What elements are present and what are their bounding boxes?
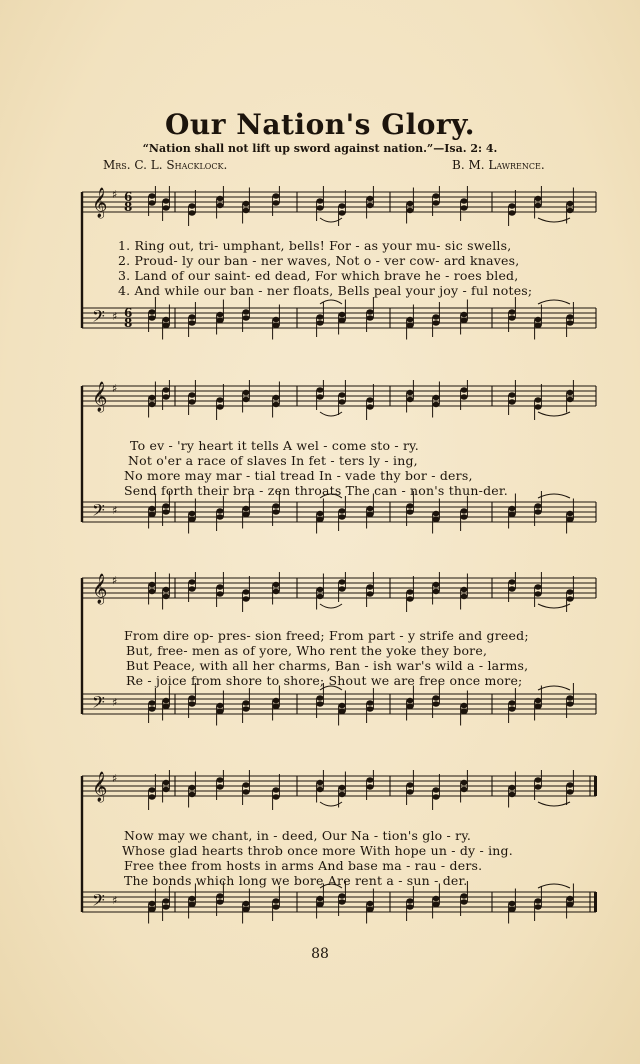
note-head [162, 898, 169, 903]
note-head [216, 709, 223, 714]
note-head [460, 312, 467, 317]
note-head [460, 703, 467, 708]
note-head [534, 196, 541, 201]
note-head [366, 901, 373, 906]
note-head [432, 200, 439, 205]
note-head [316, 594, 323, 599]
note-head [316, 320, 323, 325]
note-head [338, 210, 345, 215]
note-head [508, 399, 515, 404]
note-head [216, 899, 223, 904]
note-head [272, 698, 279, 703]
note-head [242, 397, 249, 402]
lyric-line: To ev - 'ry heart it tells A wel - come sto - ry. [130, 438, 419, 453]
composer-credit: B. M. Lawrence. [452, 158, 545, 172]
note-head [366, 506, 373, 511]
note-head [366, 512, 373, 517]
note-head [366, 203, 373, 208]
note-head [338, 792, 345, 797]
note-head [406, 509, 413, 514]
note-head [316, 587, 323, 592]
lyric-line: 3. Land of our saint- ed dead, For which brave he - roes bled, [118, 268, 519, 283]
note-head [162, 594, 169, 599]
note-head [188, 579, 195, 584]
note-head [366, 777, 373, 782]
note-head [566, 390, 573, 395]
note-head [460, 508, 467, 513]
note-head [148, 706, 155, 711]
note-head [534, 898, 541, 903]
note-head [272, 193, 279, 198]
note-head [460, 514, 467, 519]
note-head [162, 904, 169, 909]
note-head [338, 508, 345, 513]
note-head [534, 904, 541, 909]
note-head [534, 584, 541, 589]
time-signature-digit: 8 [124, 200, 133, 214]
note-head [316, 394, 323, 399]
note-head [216, 784, 223, 789]
note-head [242, 596, 249, 601]
note-head [148, 794, 155, 799]
note-head [162, 205, 169, 210]
note-head [338, 893, 345, 898]
note-head [460, 205, 467, 210]
note-head [162, 509, 169, 514]
note-head [338, 579, 345, 584]
note-head [188, 320, 195, 325]
note-head [406, 323, 413, 328]
page-number: 88 [311, 946, 329, 962]
note-head [566, 902, 573, 907]
note-head [242, 309, 249, 314]
note-head [432, 582, 439, 587]
note-head [148, 402, 155, 407]
note-head [460, 587, 467, 592]
note-head [508, 579, 515, 584]
note-head [432, 589, 439, 594]
slur [538, 686, 570, 690]
lyric-line: Re - joice from shore to shore; Shout we are free once more; [126, 673, 523, 688]
music-system-4 [80, 770, 600, 940]
note-head [432, 320, 439, 325]
sharp-icon: ♯ [112, 696, 118, 709]
note-head [508, 907, 515, 912]
lyric-line: From dire op- pres- sion freed; From part - y strife and greed; [124, 628, 529, 643]
note-head [366, 700, 373, 705]
note-head [460, 787, 467, 792]
sharp-icon: ♯ [112, 188, 118, 201]
note-head [338, 318, 345, 323]
music-system-1 [80, 186, 600, 356]
note-head [566, 314, 573, 319]
note-head [242, 315, 249, 320]
sharp-icon: ♯ [112, 574, 118, 587]
note-head [316, 511, 323, 516]
note-head [534, 704, 541, 709]
note-head [508, 392, 515, 397]
note-head [406, 397, 413, 402]
lyric-line: No more may mar - tial tread In - vade thy bor - ders, [124, 468, 473, 483]
note-head [366, 706, 373, 711]
note-head [148, 787, 155, 792]
note-head [162, 317, 169, 322]
note-head [338, 203, 345, 208]
note-head [162, 787, 169, 792]
note-head [432, 193, 439, 198]
note-head [508, 210, 515, 215]
note-head [148, 395, 155, 400]
note-head [188, 517, 195, 522]
note-head [366, 584, 373, 589]
note-head [406, 201, 413, 206]
note-head [188, 399, 195, 404]
note-head [216, 514, 223, 519]
note-head [566, 896, 573, 901]
note-head [338, 392, 345, 397]
note-head [366, 907, 373, 912]
note-head [508, 706, 515, 711]
note-head [216, 318, 223, 323]
note-head [406, 704, 413, 709]
note-head [432, 896, 439, 901]
note-head [460, 387, 467, 392]
note-head [216, 703, 223, 708]
slur [538, 494, 570, 498]
sharp-icon: ♯ [112, 504, 118, 517]
lyric-line: Free thee from hosts in arms And base ma - rau - ders. [124, 858, 483, 873]
note-head [432, 787, 439, 792]
note-head [188, 586, 195, 591]
lyricist-credit: Mrs. C. L. Shacklock. [103, 158, 228, 172]
music-system-2 [80, 380, 600, 550]
note-head [460, 780, 467, 785]
treble-clef-icon: 𝄞 [92, 188, 108, 218]
note-head [316, 517, 323, 522]
lyric-line: But Peace, with all her charms, Ban - ish war's wild a - larms, [126, 658, 529, 673]
note-head [148, 582, 155, 587]
note-head [366, 315, 373, 320]
note-head [188, 695, 195, 700]
note-head [272, 704, 279, 709]
note-head [432, 314, 439, 319]
note-head [216, 196, 223, 201]
note-head [460, 709, 467, 714]
note-head [566, 517, 573, 522]
note-head [508, 512, 515, 517]
note-head [406, 589, 413, 594]
note-head [148, 700, 155, 705]
note-head [162, 780, 169, 785]
scripture-epigraph: “Nation shall not lift up sword against nation.”—Isa. 2: 4. [142, 142, 498, 155]
lyric-line: Not o'er a race of slaves In fet - ters ly - ing, [128, 453, 418, 468]
note-head [534, 784, 541, 789]
note-head [338, 586, 345, 591]
note-head [242, 700, 249, 705]
note-head [188, 210, 195, 215]
note-head [460, 394, 467, 399]
note-head [366, 404, 373, 409]
note-head [216, 508, 223, 513]
note-head [188, 792, 195, 797]
note-head [534, 203, 541, 208]
note-head [432, 511, 439, 516]
note-head [534, 397, 541, 402]
note-head [188, 701, 195, 706]
time-signature-digit: 8 [124, 316, 133, 330]
note-head [508, 901, 515, 906]
lyric-line: But, free- men as of yore, Who rent the yoke they bore, [126, 643, 488, 658]
note-head [566, 208, 573, 213]
note-head [338, 899, 345, 904]
note-head [148, 589, 155, 594]
note-head [316, 701, 323, 706]
note-head [432, 701, 439, 706]
note-head [272, 402, 279, 407]
note-head [406, 208, 413, 213]
note-head [366, 309, 373, 314]
music-system-3 [80, 572, 600, 742]
note-head [242, 782, 249, 787]
lyric-line: 4. And while our ban - ner floats, Bells peal your joy - ful notes; [118, 283, 533, 298]
note-head [406, 898, 413, 903]
note-head [272, 317, 279, 322]
note-head [460, 899, 467, 904]
note-head [216, 893, 223, 898]
note-head [188, 203, 195, 208]
hymn-title: Our Nation's Glory. [165, 108, 475, 141]
note-head [148, 901, 155, 906]
treble-clef-icon: 𝄞 [92, 772, 108, 802]
note-head [406, 503, 413, 508]
note-head [216, 312, 223, 317]
note-head [366, 196, 373, 201]
note-head [406, 782, 413, 787]
note-head [566, 695, 573, 700]
note-head [460, 198, 467, 203]
note-head [242, 589, 249, 594]
lyric-line: 2. Proud- ly our ban - ner waves, Not o - ver cow- ard knaves, [118, 253, 520, 268]
note-head [432, 517, 439, 522]
note-head [162, 503, 169, 508]
note-head [534, 404, 541, 409]
note-head [508, 309, 515, 314]
note-head [534, 591, 541, 596]
note-head [242, 208, 249, 213]
note-head [566, 201, 573, 206]
note-head [316, 314, 323, 319]
note-head [272, 904, 279, 909]
slur [538, 412, 570, 416]
note-head [406, 789, 413, 794]
note-head [162, 704, 169, 709]
note-head [272, 509, 279, 514]
note-head [534, 503, 541, 508]
note-head [316, 780, 323, 785]
note-head [188, 896, 195, 901]
note-head [242, 512, 249, 517]
note-head [338, 399, 345, 404]
note-head [366, 591, 373, 596]
note-head [272, 794, 279, 799]
sharp-icon: ♯ [112, 382, 118, 395]
note-head [508, 785, 515, 790]
note-head [162, 323, 169, 328]
slur [538, 218, 570, 222]
note-head [272, 200, 279, 205]
note-head [216, 591, 223, 596]
treble-clef-icon: 𝄞 [92, 382, 108, 412]
slur [538, 604, 570, 608]
note-head [406, 390, 413, 395]
note-head [406, 317, 413, 322]
note-head [406, 596, 413, 601]
note-head [566, 789, 573, 794]
note-head [566, 782, 573, 787]
note-head [316, 896, 323, 901]
note-head [272, 503, 279, 508]
note-head [366, 784, 373, 789]
note-head [242, 506, 249, 511]
lyric-line: 1. Ring out, tri- umphant, bells! For - as your mu- sic swells, [118, 238, 512, 253]
final-barline [594, 892, 597, 912]
note-head [148, 200, 155, 205]
note-head [316, 198, 323, 203]
bass-clef-icon: 𝄢 [92, 692, 105, 716]
note-head [508, 506, 515, 511]
note-head [242, 907, 249, 912]
note-head [338, 785, 345, 790]
note-head [338, 312, 345, 317]
note-head [566, 701, 573, 706]
note-head [216, 404, 223, 409]
time-signature-digit: 6 [124, 306, 133, 320]
note-head [148, 309, 155, 314]
note-head [534, 323, 541, 328]
note-head [188, 902, 195, 907]
note-head [188, 392, 195, 397]
note-head [508, 203, 515, 208]
note-head [272, 787, 279, 792]
note-head [316, 205, 323, 210]
note-head [148, 907, 155, 912]
note-head [188, 511, 195, 516]
treble-clef-icon: 𝄞 [92, 574, 108, 604]
note-head [508, 700, 515, 705]
note-head [460, 594, 467, 599]
note-head [460, 318, 467, 323]
note-head [566, 511, 573, 516]
note-head [566, 320, 573, 325]
note-head [148, 506, 155, 511]
note-head [432, 395, 439, 400]
lyric-line: Whose glad hearts throb once more With hope un - dy - ing. [122, 843, 513, 858]
note-head [162, 698, 169, 703]
note-head [432, 695, 439, 700]
slur [320, 604, 342, 608]
bass-clef-icon: 𝄢 [92, 890, 105, 914]
note-head [272, 395, 279, 400]
time-signature-digit: 6 [124, 190, 133, 204]
lyric-line: The bonds which long we bore Are rent a - sun - der. [124, 873, 468, 888]
note-head [366, 397, 373, 402]
sharp-icon: ♯ [112, 772, 118, 785]
note-head [566, 589, 573, 594]
slur [538, 300, 570, 304]
sharp-icon: ♯ [112, 894, 118, 907]
note-head [188, 314, 195, 319]
note-head [242, 390, 249, 395]
note-head [338, 514, 345, 519]
sharp-icon: ♯ [112, 310, 118, 323]
note-head [148, 512, 155, 517]
note-head [216, 397, 223, 402]
note-head [338, 703, 345, 708]
note-head [148, 315, 155, 320]
note-head [566, 596, 573, 601]
note-head [272, 589, 279, 594]
slur [538, 884, 570, 888]
note-head [272, 582, 279, 587]
note-head [508, 315, 515, 320]
note-head [316, 902, 323, 907]
note-head [534, 509, 541, 514]
note-head [316, 695, 323, 700]
note-head [272, 323, 279, 328]
note-head [272, 898, 279, 903]
note-head [534, 317, 541, 322]
note-head [508, 586, 515, 591]
note-head [534, 777, 541, 782]
note-head [406, 698, 413, 703]
note-head [316, 787, 323, 792]
note-head [432, 402, 439, 407]
note-head [316, 387, 323, 392]
note-head [406, 904, 413, 909]
note-head [242, 201, 249, 206]
note-head [148, 193, 155, 198]
note-head [566, 397, 573, 402]
note-head [242, 789, 249, 794]
bass-clef-icon: 𝄢 [92, 306, 105, 330]
note-head [162, 387, 169, 392]
note-head [216, 584, 223, 589]
slur [538, 802, 570, 806]
final-barline [594, 776, 597, 796]
note-head [162, 198, 169, 203]
lyric-line: Send forth their bra - zen throats The can - non's thun-der. [124, 483, 508, 498]
note-head [432, 902, 439, 907]
bass-clef-icon: 𝄢 [92, 500, 105, 524]
note-head [460, 893, 467, 898]
note-head [242, 901, 249, 906]
note-head [432, 794, 439, 799]
lyric-line: Now may we chant, in - deed, Our Na - tion's glo - ry. [124, 828, 472, 843]
note-head [188, 785, 195, 790]
note-head [216, 203, 223, 208]
note-head [508, 792, 515, 797]
note-head [338, 709, 345, 714]
note-head [162, 394, 169, 399]
note-head [162, 587, 169, 592]
note-head [534, 698, 541, 703]
note-head [242, 706, 249, 711]
note-head [216, 777, 223, 782]
